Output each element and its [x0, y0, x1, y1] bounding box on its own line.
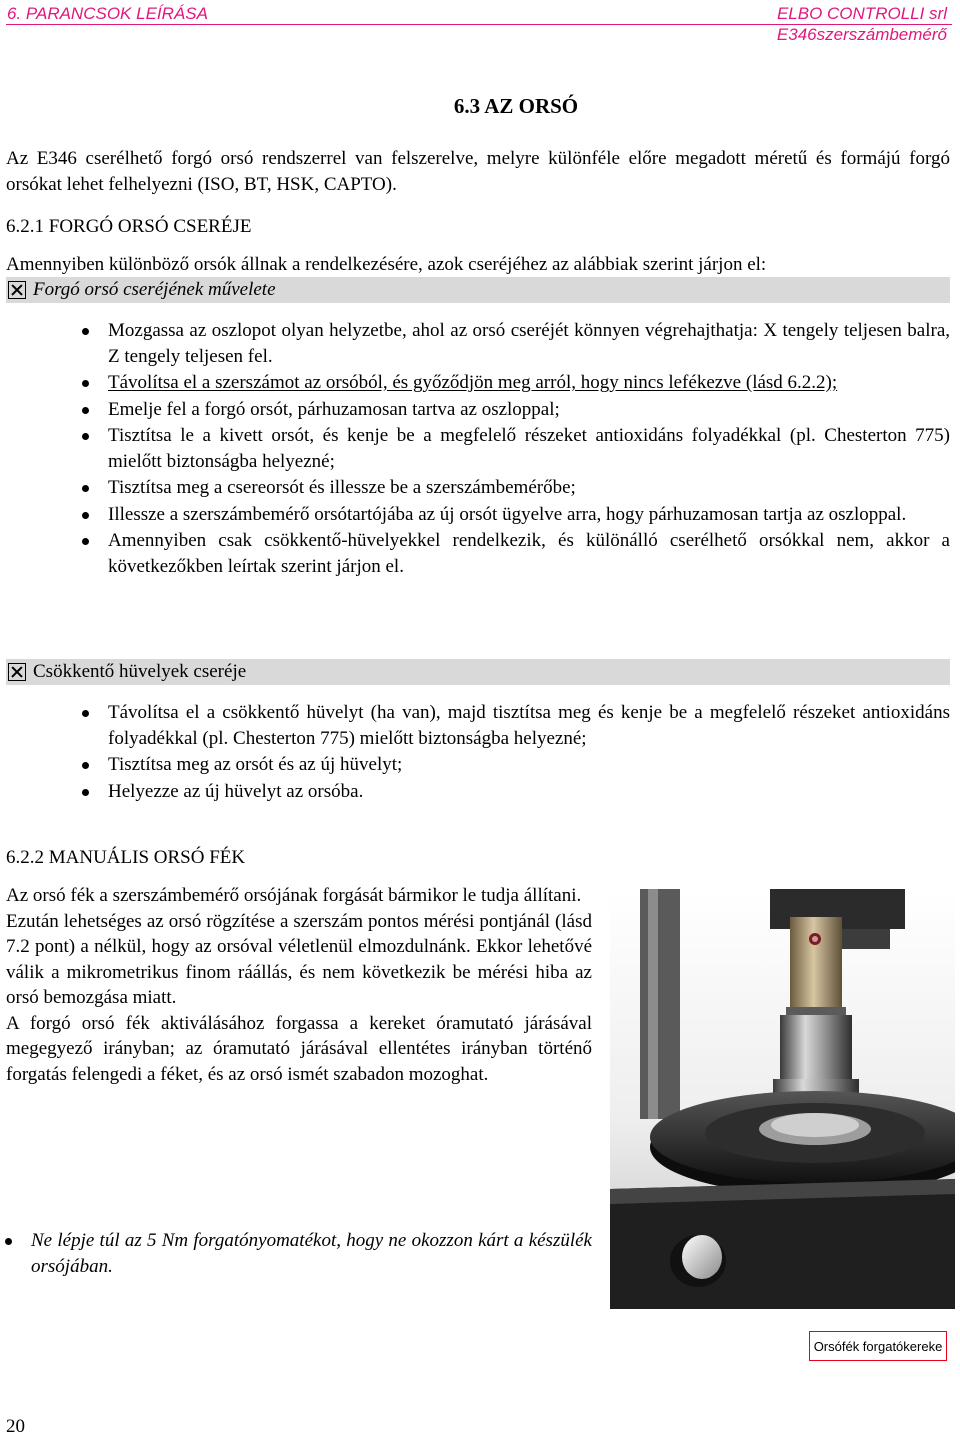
brake-description	[6, 883, 592, 1087]
photo-caption: Orsófék forgatókereke	[809, 1331, 947, 1361]
subsection-intro: Amennyiben különböző orsók állnak a rendelkezésére, azok cseréjéhez az alábbiak szerint járjon el:	[6, 254, 767, 275]
section-title: 6.3 AZ ORSÓ	[453, 94, 579, 118]
list-item: Amennyiben csak csökkentő-hüvelyekkel rendelkezik, és különálló cserélhető orsókkal nem, akkor a következőkben leírtak szerint járjon el.	[108, 528, 950, 579]
checkbox-x-icon	[8, 663, 26, 681]
checkbox-x-icon	[8, 281, 26, 299]
torque-warning: Ne lépje túl az 5 Nm forgatónyomatékot, hogy ne okozzon kárt a készülék orsójában.	[31, 1228, 592, 1279]
list-item: Illessze a szerszámbemérő orsótartójába az új orsót ügyelve arra, hogy párhuzamosan tartja az oszloppal.	[108, 502, 950, 528]
sleeve-change-steps	[108, 700, 950, 805]
section-intro: Az E346 cserélhető forgó orsó rendszerrel van felszerelve, melyre különféle előre megadott méretű és formájú forgó orsókat lehet felhelyezni (ISO, BT, HSK, CAPTO).	[6, 148, 950, 195]
brake-paragraph-1: Az orsó fék a szerszámbemérő orsójának forgását bármikor le tudja állítani.	[6, 885, 582, 906]
procedure-bar-label: Csökkentő hüvelyek cseréje	[33, 661, 247, 682]
list-item: Tisztítsa meg az orsót és az új hüvelyt;	[108, 752, 950, 778]
header-product: E346szerszámbemérő	[776, 25, 947, 44]
list-item: Emelje fel a forgó orsót, párhuzamosan tartva az oszloppal;	[108, 397, 950, 423]
procedure-bar-spindle-change	[6, 277, 950, 303]
spindle-brake-photo	[610, 889, 955, 1309]
header-chapter: 6. PARANCSOK LEÍRÁSA	[7, 4, 208, 23]
list-item: Tisztítsa le a kivett orsót, és kenje be a megfelelő részeket antioxidáns folyadékkal (pl. Chesterton 775) mielőtt biztonságba helyezné;	[108, 423, 950, 474]
brake-paragraph-3: A forgó orsó fék aktiválásához forgassa a kereket óramutató járásával megegyező irányban; az óramutató járásával ellentétes irányban történő forgatás felengedi a féket, és az orsó ismét szabadon mozoghat.	[6, 1012, 592, 1085]
spindle-change-steps	[108, 318, 950, 580]
brake-warning-list	[31, 1228, 592, 1280]
subsection-title-spindle-change: 6.2.1 FORGÓ ORSÓ CSERÉJE	[6, 216, 252, 237]
list-item: Mozgassa az oszlopot olyan helyzetbe, ahol az orsó cseréjét könnyen végrehajthatja: X tengely teljesen balra, Z tengely teljesen fel.	[108, 318, 950, 369]
list-item: Távolítsa el a szerszámot az orsóból, és győződjön meg arról, hogy nincs lefékezve (lásd 6.2.2);	[108, 370, 950, 396]
header-company: ELBO CONTROLLI srl	[776, 4, 947, 23]
list-item: Távolítsa el a csökkentő hüvelyt (ha van), majd tisztítsa meg és kenje be a megfelelő részeket antioxidáns folyadékkal (pl. Chesterton 775) mielőtt biztonságba helyezné;	[108, 700, 950, 751]
brake-paragraph-2: Ezután lehetséges az orsó rögzítése a szerszám pontos mérési pontjánál (lásd 7.2 pont) a nélkül, hogy az orsóval véletlenül elmozdulnánk. Ekkor lehetővé válik a mikrometrikus finom ráállás, és nem következik be mérési hiba az orsó bemozgása miatt.	[6, 910, 592, 1008]
subsection-title-brake: 6.2.2 MANUÁLIS ORSÓ FÉK	[6, 847, 246, 868]
list-item: Tisztítsa meg a csereorsót és illessze be a szerszámbemérőbe;	[108, 475, 950, 501]
procedure-bar-label: Forgó orsó cseréjének művelete	[33, 279, 276, 300]
page-number: 20	[6, 1416, 25, 1437]
list-item: Helyezze az új hüvelyt az orsóba.	[108, 779, 950, 805]
procedure-bar-sleeve-change	[6, 659, 950, 685]
